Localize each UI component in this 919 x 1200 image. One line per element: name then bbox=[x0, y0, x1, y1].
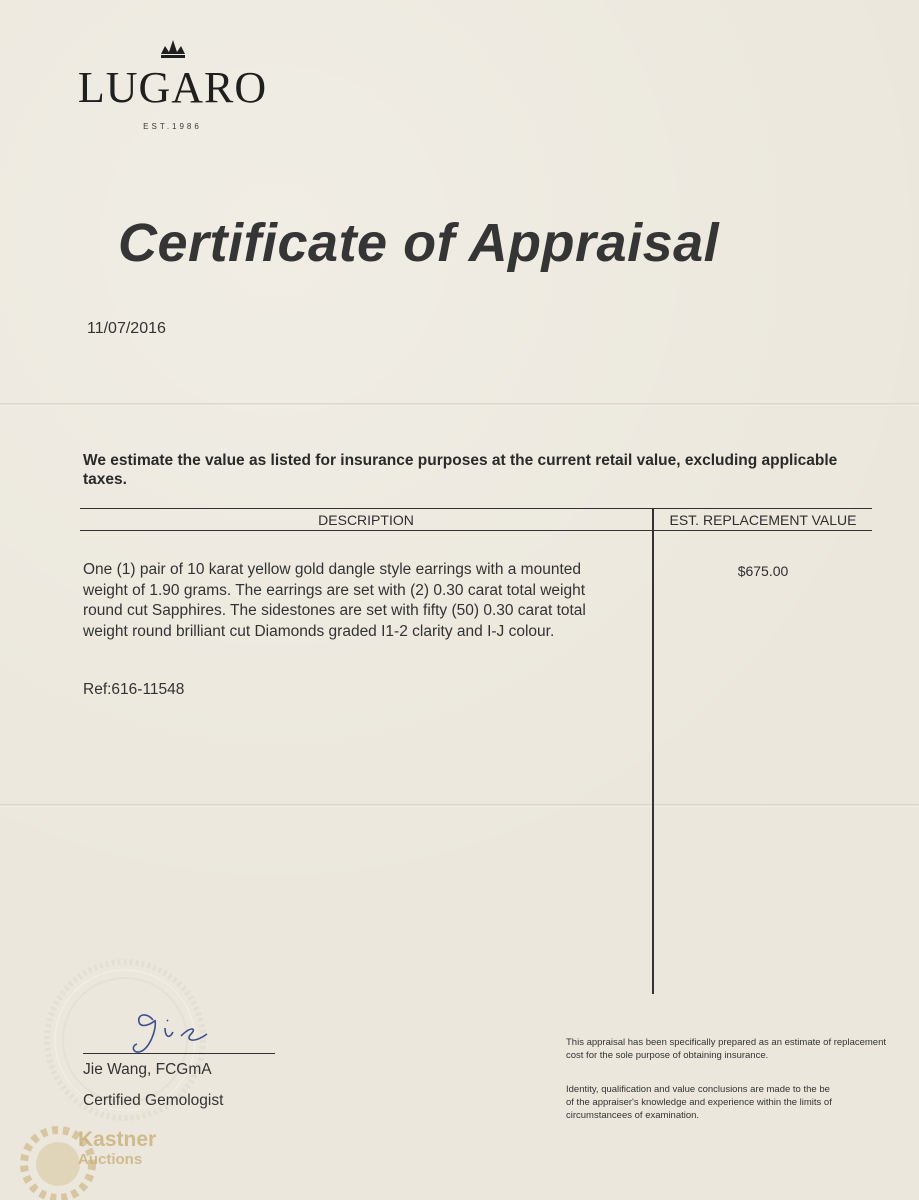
paper-fold-upper bbox=[0, 403, 919, 406]
paper-fold-lower bbox=[0, 804, 919, 807]
item-reference: Ref:616-11548 bbox=[83, 681, 185, 698]
brand-name: LUGARO bbox=[77, 63, 268, 112]
item-value: $675.00 bbox=[737, 563, 789, 579]
watermark-line-2: Auctions bbox=[78, 1151, 143, 1168]
brand-established: EST.1986 bbox=[143, 122, 202, 131]
brand-logo bbox=[55, 40, 290, 131]
disclaimer-line: Identity, qualification and value conclusions are made to the be bbox=[566, 1084, 830, 1095]
watermark-line-1: Kastner bbox=[78, 1128, 157, 1151]
auction-watermark bbox=[78, 1130, 156, 1170]
handwritten-signature bbox=[125, 1008, 235, 1058]
table-top-rule bbox=[80, 508, 872, 509]
signature-line bbox=[83, 1053, 275, 1054]
table-header-rule bbox=[80, 530, 872, 531]
item-description: One (1) pair of 10 karat yellow gold dangle style earrings with a mounted weight of 1.90 grams. The earrings are set with (2) 0.30 carat total weight round cut Sapphires. The sidestones are set with fifty (50) 0.30 carat total weight round brilliant cut Diamonds graded I1-2 clarity and I-J colour. bbox=[83, 561, 586, 640]
disclaimer-note bbox=[566, 1083, 906, 1122]
purpose-note: This appraisal has been specifically prepared as an estimate of replacement cost for the sole purpose of obtaining insurance. bbox=[566, 1037, 887, 1061]
signer-title: Certified Gemologist bbox=[83, 1092, 224, 1109]
signer-name: Jie Wang, FCGmA bbox=[83, 1061, 212, 1078]
disclaimer-line: circumstancees of examination. bbox=[566, 1110, 700, 1121]
disclaimer-line: of the appraiser's knowledge and experience within the limits of bbox=[566, 1097, 832, 1108]
valuation-statement: We estimate the value as listed for insurance purposes at the current retail value, excluding applicable taxes. bbox=[83, 452, 838, 488]
header-description: DESCRIPTION bbox=[318, 512, 414, 528]
table-column-divider bbox=[652, 508, 654, 994]
header-replacement-value: EST. REPLACEMENT VALUE bbox=[669, 512, 857, 528]
certificate-date: 11/07/2016 bbox=[87, 320, 166, 337]
crown-icon bbox=[159, 40, 187, 60]
certificate-title: Certificate of Appraisal bbox=[118, 213, 720, 273]
